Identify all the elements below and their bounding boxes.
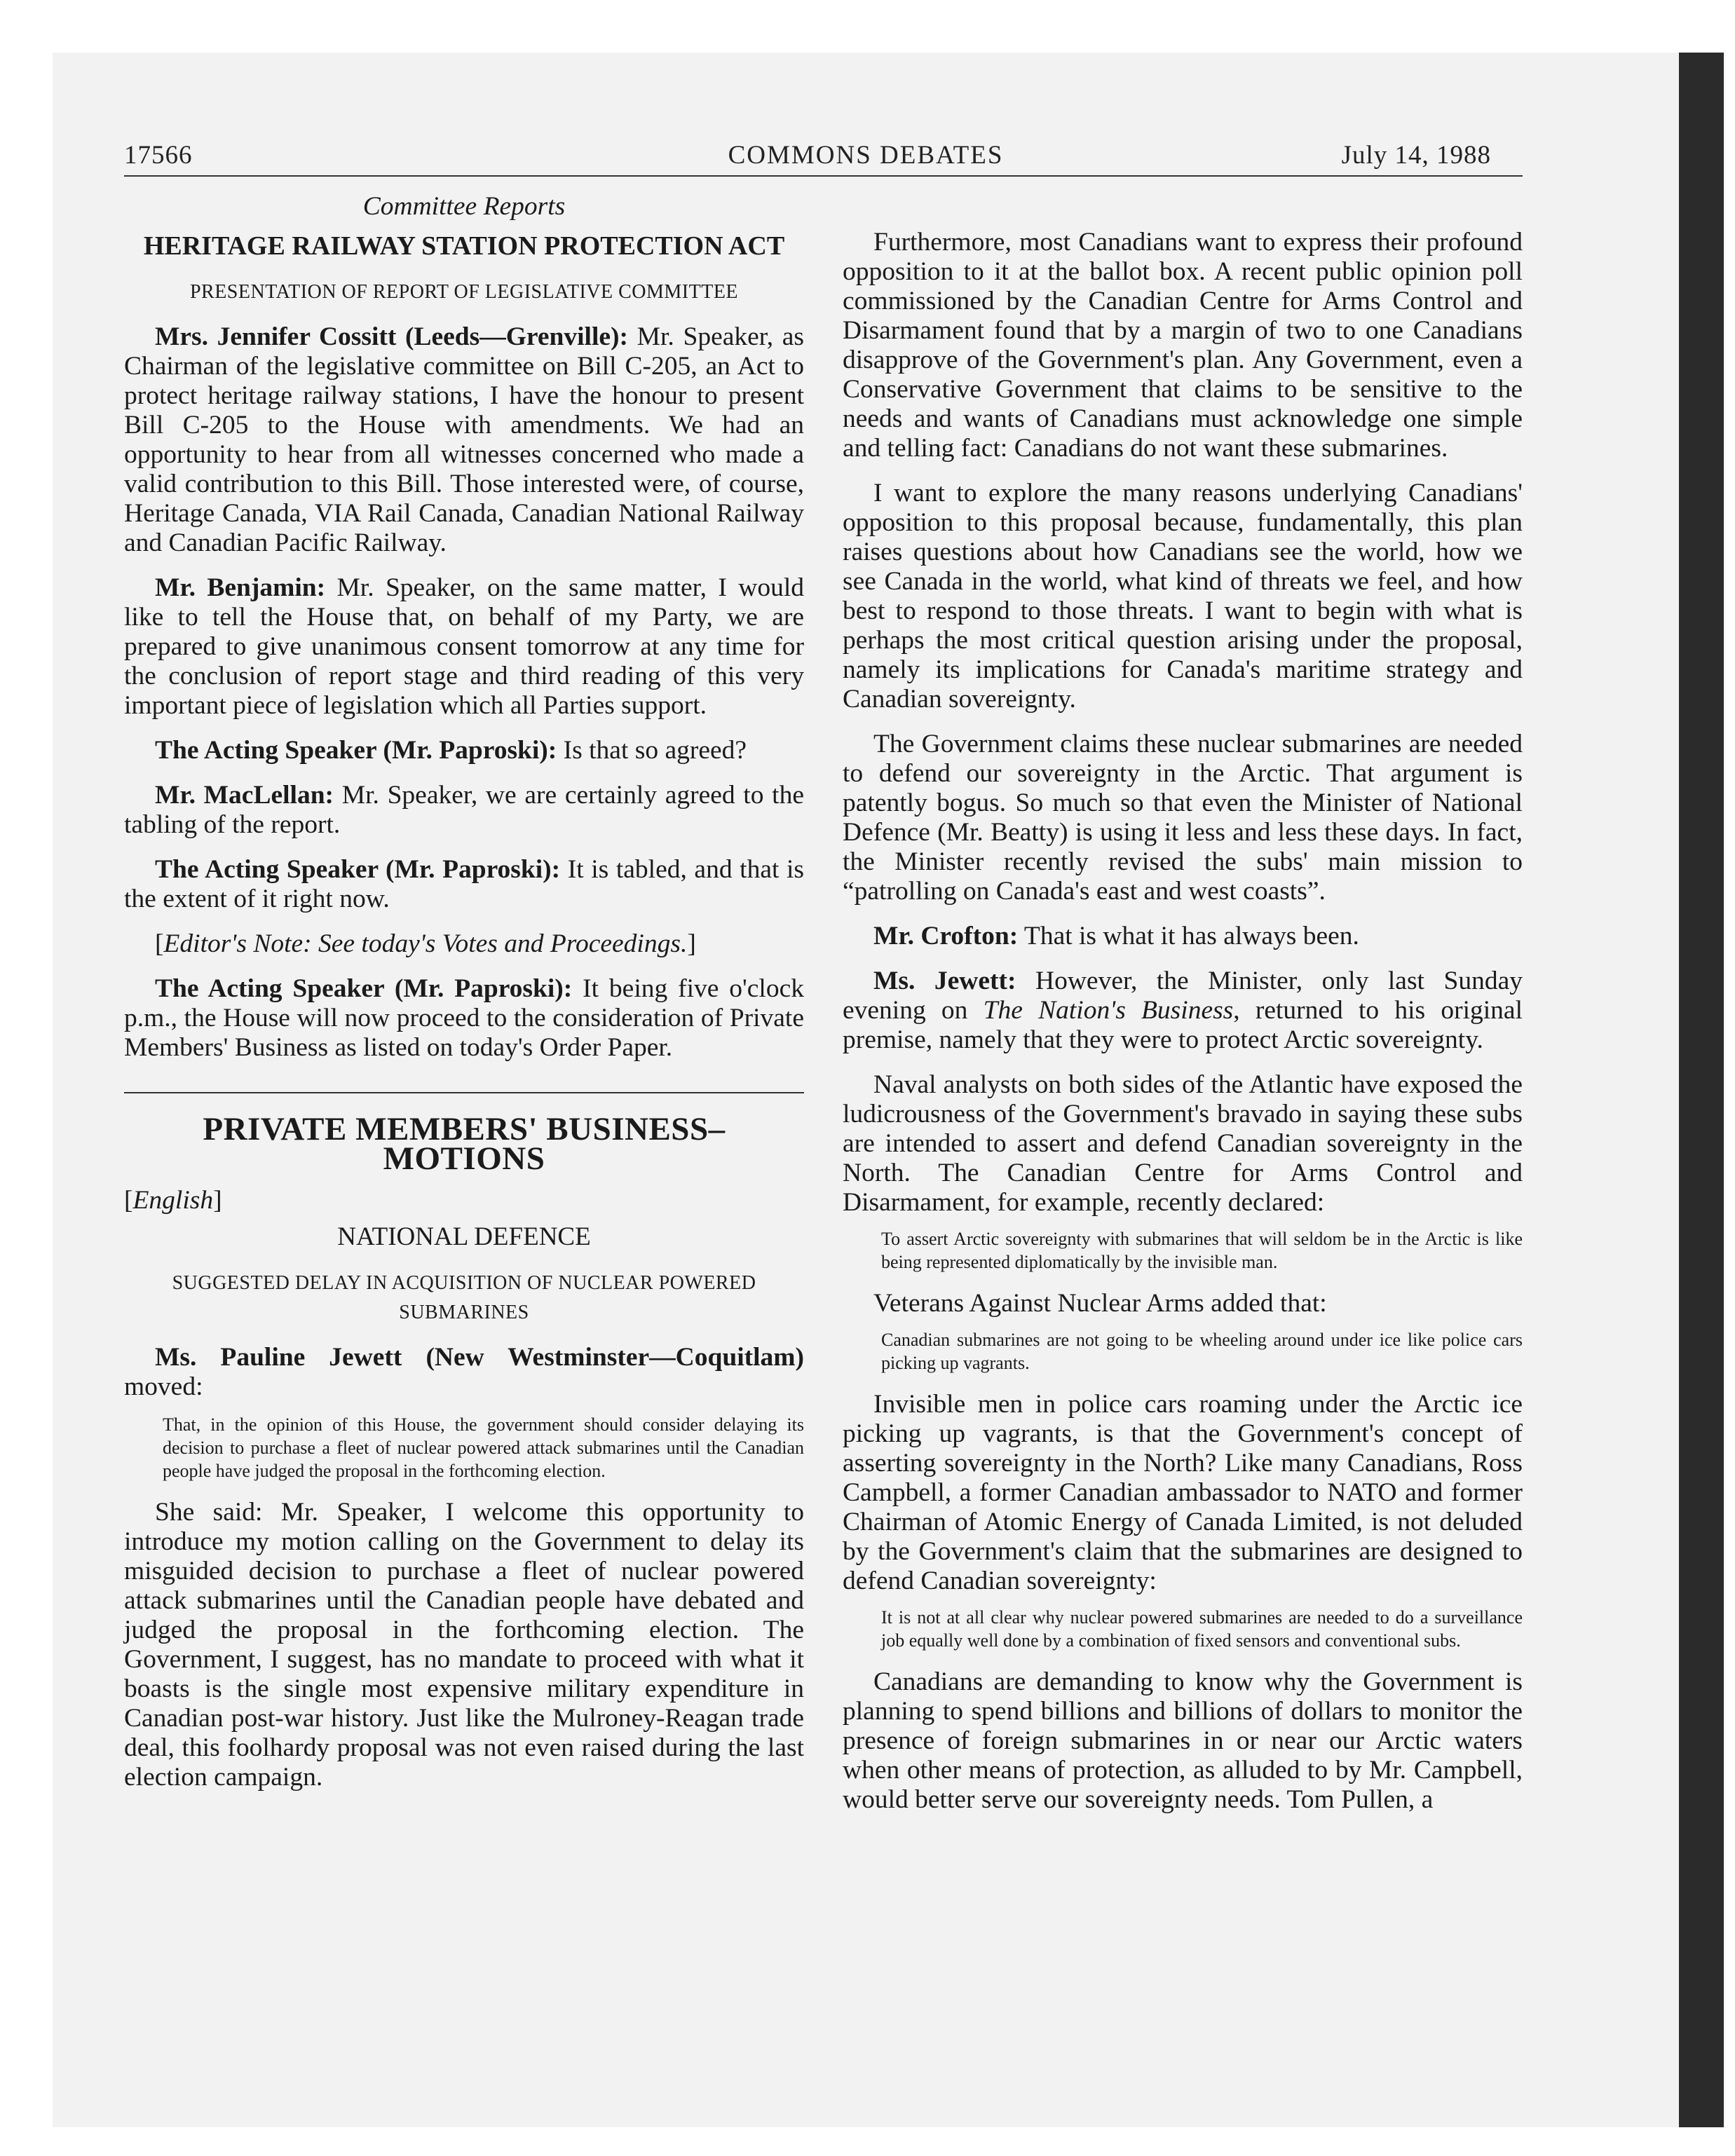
quote-invisible-man: To assert Arctic sovereignty with submarines that will seldom be in the Arctic is like being represented diplomatically by the invisible man.	[881, 1229, 1523, 1272]
paragraph-acting-speaker-1	[124, 736, 804, 765]
language-name: English	[132, 1186, 214, 1215]
speaker-name: Ms. Jewett:	[873, 967, 1016, 995]
publication-title: COMMONS DEBATES	[728, 141, 1004, 170]
paragraph-furthermore: Furthermore, most Canadians want to express their profound opposition to it at the ballot box. A recent public opinion poll commissioned by the Canadian Centre for Arms Control and Disarmament found that by a margin of two to one Canadians disapprove of the Government's plan. Any Government, even a Conservative Government that claims to be sensitive to the needs and wants of Canadians must acknowledge one simple and telling fact: Canadians do not want these submarines.	[843, 228, 1523, 463]
paragraph-text: moved:	[124, 1372, 203, 1401]
paragraph-text: It is tabled, and that is the extent of it right now.	[124, 855, 804, 913]
speaker-name: Mr. MacLellan:	[155, 781, 334, 810]
page-number: 17566	[124, 141, 193, 170]
right-column	[843, 228, 1523, 1830]
paragraph-text: However, the Minister, only last Sunday evening on	[843, 967, 1523, 1025]
bracket: ]	[687, 929, 696, 958]
speaker-name: The Acting Speaker (Mr. Paproski):	[155, 855, 561, 884]
quote-campbell: It is not at all clear why nuclear powered submarines are needed to do a surveillance job equally well done by a combination of fixed sensors and conventional subs.	[881, 1607, 1523, 1651]
speaker-name: The Acting Speaker (Mr. Paproski):	[155, 974, 573, 1003]
scan-edge-strip	[1679, 53, 1724, 2127]
paragraph-text: That is what it has always been.	[1018, 922, 1359, 950]
paragraph-she-said: She said: Mr. Speaker, I welcome this opportunity to introduce my motion calling on the Government to delay its misguided decision to purchase a fleet of nuclear powered attack submarines until the Canadian people have debated and judged the proposal in the forthcoming election. The Government, I suggest, has no mandate to proceed with what it boasts is the single most expensive military expenditure in Canadian post-war history. Just like the Mulroney-Reagan trade deal, this foolhardy proposal was not even raised during the last election campaign.	[124, 1498, 804, 1792]
paragraph-text: Mr. Speaker, on the same matter, I would like to tell the House that, on behalf of my Party, we are prepared to give unanimous consent tomorrow at any time for the conclusion of report stage and third reading of this very important piece of legislation which all Parties support.	[124, 573, 804, 720]
program-title: The Nation's Business	[983, 996, 1234, 1025]
editor-note-text: Editor's Note: See today's Votes and Proceedings.	[163, 929, 688, 958]
quote-police-cars: Canadian submarines are not going to be wheeling around under ice like police cars picking up vagrants.	[881, 1330, 1523, 1373]
paragraph-jewett-moved	[124, 1343, 804, 1402]
paragraph-text: Mr. Speaker, we are certainly agreed to the tabling of the report.	[124, 781, 804, 839]
motion-quote: That, in the opinion of this House, the government should consider delaying its decision to purchase a fleet of nuclear powered attack submarines until the Canadian people have judged the proposal in the forthcoming election.	[163, 1414, 804, 1481]
bracket: ]	[213, 1186, 222, 1215]
paragraph-acting-speaker-2	[124, 855, 804, 914]
subheading-suggested-delay: SUGGESTED DELAY IN ACQUISITION OF NUCLEAR POWERED SUBMARINES	[172, 1272, 756, 1323]
paragraph-jewett	[843, 967, 1523, 1055]
editor-note	[124, 929, 804, 959]
paragraph-cossitt	[124, 322, 804, 558]
heading-heritage-railway: HERITAGE RAILWAY STATION PROTECTION ACT	[143, 231, 785, 261]
speaker-name: Mr. Benjamin:	[155, 573, 326, 602]
bracket: [	[155, 929, 164, 958]
paragraph-canadians-demanding: Canadians are demanding to know why the Government is planning to spend billions and billions of dollars to monitor the presence of foreign submarines in or near our Arctic waters when other means of protection, as alluded to by Mr. Campbell, would better serve our sovereignty needs. Tom Pullen, a	[843, 1667, 1523, 1814]
paragraph-crofton	[843, 922, 1523, 951]
speaker-name: Ms. Pauline Jewett (New Westminster—Coquitlam)	[155, 1343, 804, 1372]
paragraph-maclellan	[124, 781, 804, 840]
scanned-page	[53, 53, 1679, 2127]
section-divider	[124, 1092, 804, 1093]
section-label: Committee Reports	[362, 192, 566, 221]
paragraph-text: Mr. Speaker, as Chairman of the legislative committee on Bill C-205, an Act to protect heritage railway stations, I have the honour to present Bill C-205 to the House with amendments. We had an opportunity to hear from all witnesses concerned who made a valid contribution to this Bill. Those interested were, of course, Heritage Canada, VIA Rail Canada, Canadian National Railway and Canadian Pacific Railway.	[124, 322, 805, 557]
paragraph-invisible-men: Invisible men in police cars roaming under the Arctic ice picking up vagrants, is that the Government's concept of asserting sovereignty in the North? Like many Canadians, Ross Campbell, a former Canadian ambassador to NATO and former Chairman of Atomic Energy of Canada Limited, is not deluded by the Government's claim that the submarines are designed to defend Canadian sovereignty:	[843, 1390, 1523, 1595]
paragraph-veterans: Veterans Against Nuclear Arms added that:	[873, 1289, 1327, 1318]
bracket: [	[124, 1186, 133, 1215]
publication-date: July 14, 1988	[1341, 141, 1491, 170]
paragraph-benjamin	[124, 573, 804, 721]
speaker-name: Mr. Crofton:	[873, 922, 1019, 950]
speaker-name: Mrs. Jennifer Cossitt (Leeds—Grenville):	[155, 322, 629, 351]
paragraph-government-claims: The Government claims these nuclear submarines are needed to defend our sovereignty in the Arctic. That argument is patently bogus. So much so that even the Minister of National Defence (Mr. Beatty) is using it less and less these days. In fact, the Minister recently revised the subs' main mission to “patrolling on Canada's east and west coasts”.	[843, 730, 1523, 906]
paragraph-text: Is that so agreed?	[557, 736, 747, 765]
heading-national-defence: NATIONAL DEFENCE	[337, 1222, 591, 1251]
paragraph-naval-analysts: Naval analysts on both sides of the Atlantic have exposed the ludicrousness of the Government's bravado in saying these subs are intended to assert and defend Canadian sovereignty in the North. The Canadian Centre for Arms Control and Disarmament, for example, recently declared:	[843, 1070, 1523, 1217]
header-rule	[124, 175, 1523, 177]
paragraph-text: It being five o'clock p.m., the House will now proceed to the consideration of Private Members' Business as listed on today's Order Paper.	[124, 974, 804, 1062]
language-tag	[124, 1186, 804, 1215]
left-column	[124, 182, 804, 1808]
heading-private-members-business: PRIVATE MEMBERS' BUSINESS–MOTIONS	[203, 1111, 726, 1177]
subheading-presentation: PRESENTATION OF REPORT OF LEGISLATIVE COMMITTEE	[189, 281, 739, 303]
paragraph-text: , returned to his original premise, namely that they were to protect Arctic sovereignty.	[843, 996, 1523, 1054]
paragraph-explore: I want to explore the many reasons underlying Canadians' opposition to this proposal because, fundamentally, this plan raises questions about how Canadians see the world, how we see Canada in the world, what kind of threats we feel, and how best to respond to those threats. I want to begin with what is perhaps the most critical question arising under the proposal, namely its implications for Canada's maritime strategy and Canadian sovereignty.	[843, 479, 1523, 714]
paragraph-acting-speaker-3	[124, 974, 804, 1063]
speaker-name: The Acting Speaker (Mr. Paproski):	[155, 736, 557, 765]
